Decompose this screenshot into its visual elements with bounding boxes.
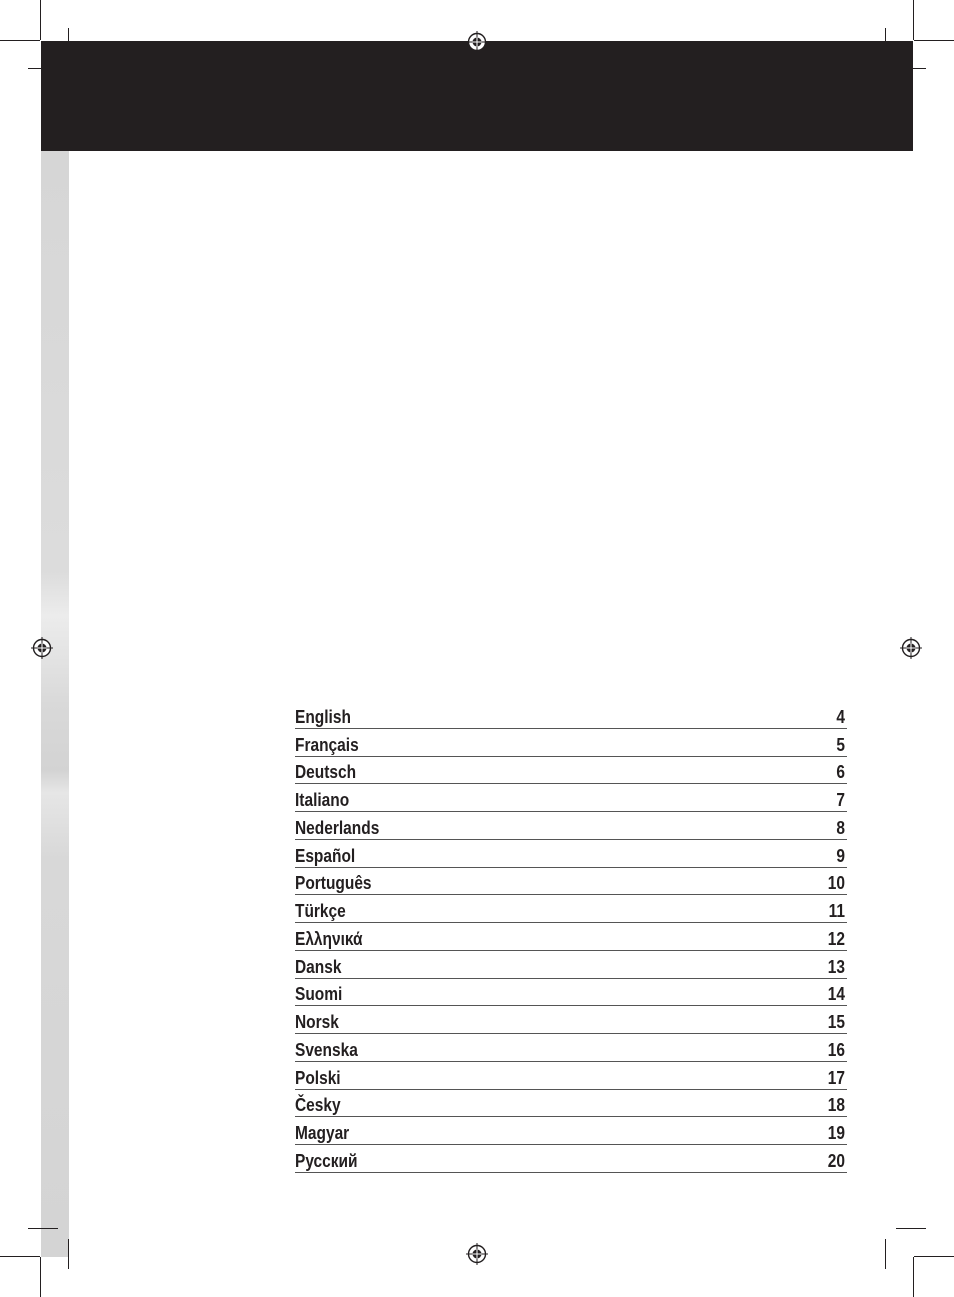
toc-page-number: 6 xyxy=(836,762,845,783)
toc-page-number: 7 xyxy=(836,790,845,810)
registration-mark-icon xyxy=(466,31,488,53)
toc-language: English xyxy=(295,706,351,727)
toc-entry xyxy=(295,923,847,951)
toc-entry xyxy=(295,951,847,979)
toc-page-number: 10 xyxy=(827,873,845,894)
toc-language: Português xyxy=(295,873,372,894)
crop-mark-icon xyxy=(913,1257,914,1297)
toc-language: Polski xyxy=(295,1067,341,1088)
toc-entry xyxy=(295,729,847,757)
crop-mark-icon xyxy=(896,1228,926,1229)
toc-language: Ελληνικά xyxy=(295,928,363,949)
crop-mark-icon xyxy=(914,1256,954,1257)
crop-mark-icon xyxy=(28,1228,58,1229)
table-of-contents xyxy=(295,701,847,1173)
toc-page-number: 15 xyxy=(827,1012,845,1032)
crop-mark-icon xyxy=(40,0,41,40)
toc-language: Suomi xyxy=(295,984,343,1005)
toc-page-number: 18 xyxy=(827,1095,845,1116)
registration-mark-icon xyxy=(31,637,53,659)
crop-mark-icon xyxy=(0,40,40,41)
crop-mark-icon xyxy=(0,1256,40,1257)
toc-page-number: 20 xyxy=(827,1150,845,1171)
toc-language: Nederlands xyxy=(295,817,380,838)
toc-page-number: 8 xyxy=(836,817,845,838)
crop-mark-icon xyxy=(68,1239,69,1269)
toc-language: Italiano xyxy=(295,790,350,810)
toc-language: Dansk xyxy=(295,956,342,977)
toc-language: Русский xyxy=(295,1150,358,1171)
crop-mark-icon xyxy=(40,1257,41,1297)
crop-mark-icon xyxy=(885,1239,886,1269)
toc-page-number: 17 xyxy=(827,1067,845,1088)
toc-page-number: 14 xyxy=(827,984,845,1005)
toc-page-number: 11 xyxy=(828,901,845,921)
toc-language: Türkçe xyxy=(295,901,346,921)
toc-page-number: 16 xyxy=(827,1039,845,1060)
toc-language: Norsk xyxy=(295,1012,339,1032)
registration-mark-icon xyxy=(900,637,922,659)
toc-entry xyxy=(295,757,847,785)
toc-language: Magyar xyxy=(295,1123,350,1143)
toc-entry xyxy=(295,1117,847,1145)
toc-language: Français xyxy=(295,734,359,755)
toc-language: Svenska xyxy=(295,1039,358,1060)
toc-language: Deutsch xyxy=(295,762,357,783)
toc-page-number: 19 xyxy=(827,1123,845,1143)
crop-mark-icon xyxy=(896,68,926,69)
toc-entry xyxy=(295,784,847,812)
toc-page-number: 9 xyxy=(836,845,845,866)
crop-mark-icon xyxy=(68,28,69,58)
toc-entry xyxy=(295,1062,847,1090)
toc-page-number: 4 xyxy=(836,706,845,727)
toc-entry xyxy=(295,979,847,1007)
crop-mark-icon xyxy=(913,0,914,40)
side-stripe xyxy=(41,151,69,1257)
toc-entry xyxy=(295,1034,847,1062)
toc-entry xyxy=(295,812,847,840)
toc-entry xyxy=(295,1090,847,1118)
header-band xyxy=(41,41,913,151)
toc-entry xyxy=(295,1006,847,1034)
toc-page-number: 12 xyxy=(827,928,845,949)
toc-entry xyxy=(295,868,847,896)
crop-mark-icon xyxy=(28,68,58,69)
crop-mark-icon xyxy=(885,28,886,58)
toc-page-number: 13 xyxy=(827,956,845,977)
toc-entry xyxy=(295,1145,847,1173)
toc-entry xyxy=(295,840,847,868)
toc-entry xyxy=(295,895,847,923)
toc-language: Español xyxy=(295,845,356,866)
toc-entry xyxy=(295,701,847,729)
toc-language: Česky xyxy=(295,1095,341,1116)
registration-mark-icon xyxy=(466,1243,488,1265)
crop-mark-icon xyxy=(914,40,954,41)
toc-page-number: 5 xyxy=(836,734,845,755)
